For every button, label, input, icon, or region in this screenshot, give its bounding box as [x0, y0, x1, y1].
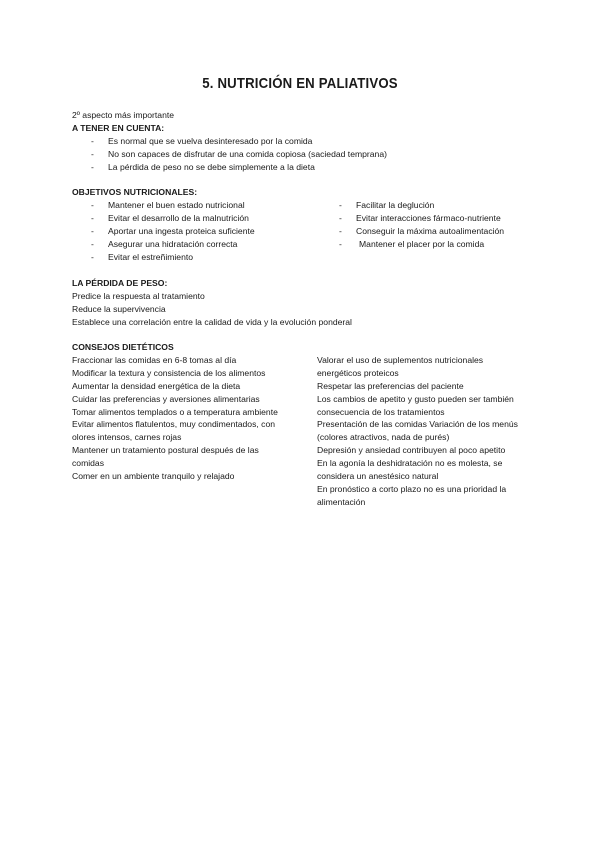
- tener-list: [72, 135, 532, 174]
- list-item: - Evitar el desarrollo de la malnutrición: [91, 212, 249, 223]
- list-item: - Es normal que se vuelva desinteresado por la comida: [91, 135, 313, 146]
- tener-heading: A TENER EN CUENTA:: [72, 122, 165, 133]
- objetivos-list-right: [320, 199, 542, 251]
- consejo-item: Fraccionar las comidas en 6-8 tomas al día: [72, 354, 237, 365]
- consejos-heading: CONSEJOS DIETÉTICOS: [72, 342, 174, 352]
- section-objetivos: [72, 186, 542, 266]
- list-item: - Conseguir la máxima autoalimentación: [339, 225, 505, 236]
- list-item: - Mantener el buen estado nutricional: [91, 199, 245, 210]
- consejo-item: Cuidar las preferencias y aversiones alimentarias: [72, 393, 260, 404]
- objetivos-heading: OBJETIVOS NUTRICIONALES:: [72, 187, 198, 197]
- section-tener: [72, 109, 532, 174]
- page-title: 5. NUTRICIÓN EN PALIATIVOS: [202, 75, 398, 92]
- consejo-item: En pronóstico a corto plazo no es una prioridad la alimentación: [317, 483, 507, 507]
- consejo-item: Valorar el uso de suplementos nutricionales energéticos proteicos: [317, 354, 484, 378]
- objetivos-list-left: [72, 199, 332, 264]
- list-item: - Aportar una ingesta proteica suficiente: [91, 225, 255, 236]
- list-item: - Evitar interacciones fármaco-nutriente: [339, 212, 501, 223]
- perdida-line: Reduce la supervivencia: [72, 303, 166, 314]
- list-item: - No son capaces de disfrutar de una comida copiosa (saciedad temprana): [91, 148, 387, 159]
- section-consejos: [72, 341, 542, 541]
- consejo-item: Presentación de las comidas Variación de los menús (colores atractivos, nada de purés): [317, 419, 518, 443]
- section-perdida: [72, 277, 542, 329]
- consejo-item: Modificar la textura y consistencia de los alimentos: [72, 367, 266, 378]
- list-item: - La pérdida de peso no se debe simplemente a la dieta: [91, 161, 315, 172]
- consejos-col-left: [72, 354, 284, 483]
- list-item: - Facilitar la deglución: [339, 199, 435, 210]
- perdida-line: Establece una correlación entre la calidad de vida y la evolución ponderal: [72, 316, 352, 327]
- consejo-item: Comer en un ambiente tranquilo y relajado: [72, 471, 235, 482]
- consejos-col-right: [317, 354, 527, 509]
- consejo-item: Aumentar la densidad energética de la dieta: [72, 380, 241, 391]
- perdida-heading: LA PÉRDIDA DE PESO:: [72, 278, 168, 288]
- list-item: - Evitar el estreñimiento: [91, 251, 194, 262]
- consejo-item: En la agonía la deshidratación no es molesta, se considera un anestésico natural: [317, 458, 503, 482]
- intro-line: 2º aspecto más importante: [72, 110, 175, 120]
- consejo-item: Depresión y ansiedad contribuyen al poco apetito: [317, 445, 506, 456]
- list-item: - Asegurar una hidratación correcta: [91, 238, 238, 249]
- list-item: - Mantener el placer por la comida: [339, 238, 485, 249]
- perdida-line: Predice la respuesta al tratamiento: [72, 290, 205, 301]
- consejo-item: Evitar alimentos flatulentos, muy condimentados, con olores intensos, carnes rojas: [72, 419, 276, 443]
- consejo-item: Respetar las preferencias del paciente: [317, 380, 464, 391]
- consejo-item: Mantener un tratamiento postural después de las comidas: [72, 445, 259, 469]
- consejo-item: Tomar alimentos templados o a temperatura ambiente: [72, 406, 278, 417]
- consejo-item: Los cambios de apetito y gusto pueden ser también consecuencia de los tratamientos: [317, 393, 514, 417]
